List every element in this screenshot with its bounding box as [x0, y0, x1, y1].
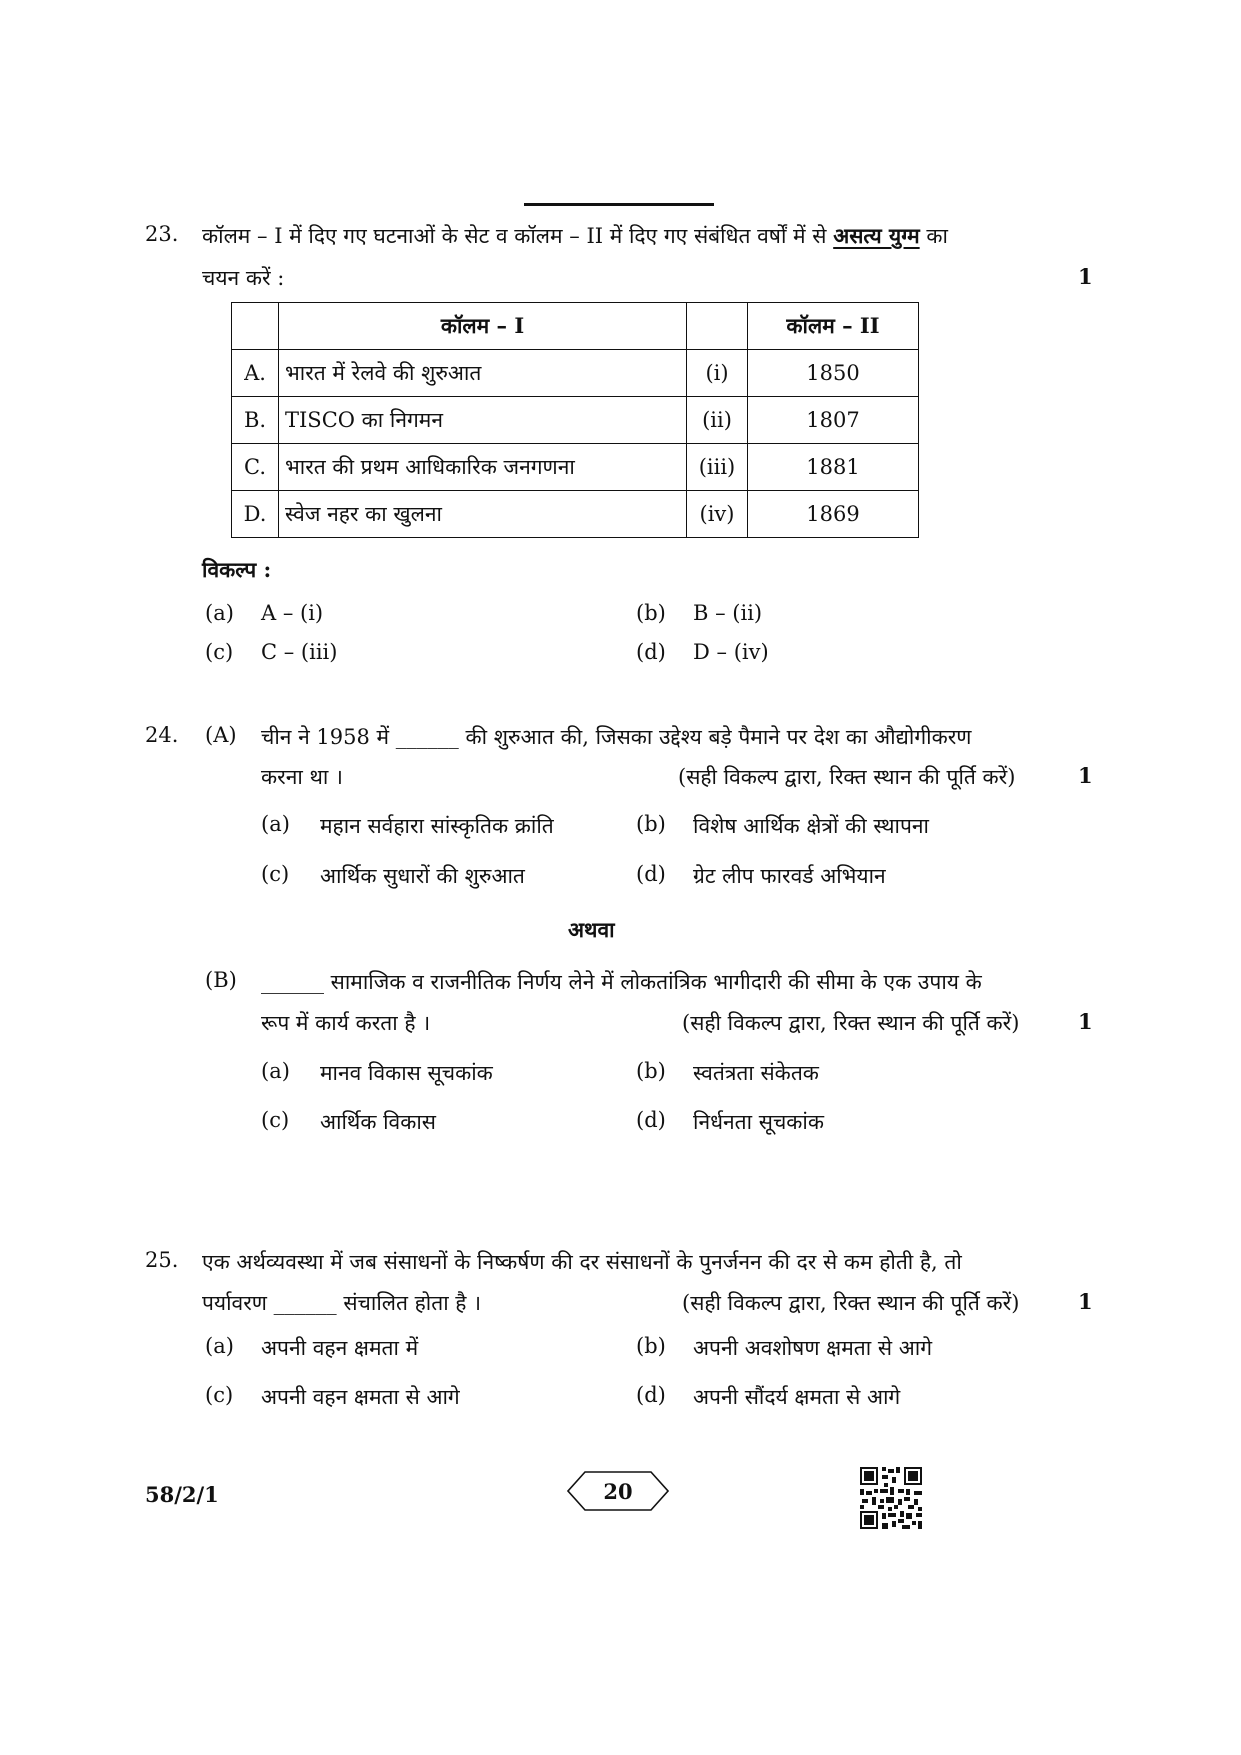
option-text: अपनी वहन क्षमता में [261, 1336, 419, 1360]
row-year: 1869 [748, 491, 919, 538]
q24-a-stem-line2: करना था । [261, 765, 343, 789]
paper-code: 58/2/1 [145, 1482, 219, 1507]
q25-marks: 1 [1078, 1289, 1093, 1314]
option-text: स्वतंत्रता संकेतक [693, 1061, 819, 1085]
option-text: निर्धनता सूचकांक [693, 1110, 824, 1134]
q23-stem-pre: कॉलम – I में दिए गए घटनाओं के सेट व कॉलम – II में दिए गए संबंधित वर्षों में से [202, 224, 827, 248]
option-label: (c) [205, 1383, 234, 1407]
row-event: स्वेज नहर का खुलना [279, 491, 687, 538]
q23-marks: 1 [1078, 264, 1093, 289]
or-separator: अथवा [568, 917, 615, 942]
q24-b-stem-line2: रूप में कार्य करता है । [261, 1011, 431, 1035]
option-label: (c) [261, 862, 290, 886]
option-text: मानव विकास सूचकांक [320, 1061, 493, 1085]
q24-number: 24. [145, 723, 179, 747]
q23-stem-line2: चयन करें : [202, 266, 285, 290]
q23-options-heading: विकल्प : [202, 557, 272, 582]
table-header-blank [232, 303, 279, 350]
q24-b-stem-line1: ______ सामाजिक व राजनीतिक निर्णय लेने में लोकतांत्रिक भागीदारी की सीमा के एक उपाय के [261, 970, 982, 994]
q24-part-b-label: (B) [205, 968, 237, 992]
q23-stem-emphasis: असत्य युग्म [833, 223, 920, 248]
table-row [232, 444, 919, 491]
row-roman: (ii) [687, 397, 748, 444]
option-text: अपनी अवशोषण क्षमता से आगे [693, 1336, 933, 1360]
option-text: D – (iv) [693, 640, 769, 664]
q25-stem-line1: एक अर्थव्यवस्था में जब संसाधनों के निष्कर्षण की दर संसाधनों के पुनर्जनन की दर से कम होती है, तो [202, 1250, 962, 1274]
row-letter: C. [232, 444, 279, 491]
option-label: (a) [205, 1334, 234, 1358]
row-roman: (iv) [687, 491, 748, 538]
row-letter: A. [232, 350, 279, 397]
option-label: (a) [205, 601, 234, 625]
q24-part-a-label: (A) [205, 723, 237, 747]
q25-number: 25. [145, 1248, 179, 1272]
option-text: अपनी वहन क्षमता से आगे [261, 1385, 460, 1409]
table-row [232, 491, 919, 538]
option-text: आर्थिक सुधारों की शुरुआत [320, 864, 525, 888]
option-text: विशेष आर्थिक क्षेत्रों की स्थापना [693, 814, 929, 838]
q23-stem-line1 [202, 222, 948, 250]
table-header-row [232, 303, 919, 350]
row-year: 1881 [748, 444, 919, 491]
table-header-col2: कॉलम – II [748, 303, 919, 350]
page-number: 20 [603, 1479, 633, 1504]
row-event: भारत की प्रथम आधिकारिक जनगणना [279, 444, 687, 491]
option-label: (c) [205, 640, 234, 664]
row-letter: B. [232, 397, 279, 444]
q24-a-instruction: (सही विकल्प द्वारा, रिक्त स्थान की पूर्ति करें) [678, 765, 1016, 789]
section-divider [524, 203, 714, 206]
option-label: (d) [636, 1383, 666, 1407]
q23-stem-post: का [926, 224, 948, 248]
option-text: ग्रेट लीप फारवर्ड अभियान [693, 864, 886, 888]
option-text: आर्थिक विकास [320, 1110, 437, 1134]
row-event: भारत में रेलवे की शुरुआत [279, 350, 687, 397]
option-label: (b) [636, 1334, 666, 1358]
row-year: 1850 [748, 350, 919, 397]
option-label: (a) [261, 1059, 290, 1083]
q25-stem-line2: पर्यावरण ______ संचालित होता है । [202, 1291, 482, 1315]
table-row [232, 350, 919, 397]
q24-a-stem-line1: चीन ने 1958 में ______ की शुरुआत की, जिसका उद्देश्य बड़े पैमाने पर देश का औद्योगीकरण [261, 725, 972, 749]
option-text: A – (i) [261, 601, 324, 625]
row-letter: D. [232, 491, 279, 538]
q24-a-marks: 1 [1078, 763, 1093, 788]
table-row [232, 397, 919, 444]
row-event: TISCO का निगमन [279, 397, 687, 444]
option-text: महान सर्वहारा सांस्कृतिक क्रांति [320, 814, 554, 838]
option-label: (c) [261, 1108, 290, 1132]
option-text: अपनी सौंदर्य क्षमता से आगे [693, 1385, 901, 1409]
option-text: C – (iii) [261, 640, 338, 664]
option-label: (b) [636, 601, 666, 625]
option-label: (b) [636, 812, 666, 836]
option-label: (a) [261, 812, 290, 836]
option-label: (b) [636, 1059, 666, 1083]
row-roman: (i) [687, 350, 748, 397]
option-label: (d) [636, 862, 666, 886]
option-label: (d) [636, 1108, 666, 1132]
table-header-blank [687, 303, 748, 350]
row-roman: (iii) [687, 444, 748, 491]
qr-code-icon [860, 1467, 922, 1529]
q24-b-marks: 1 [1078, 1009, 1093, 1034]
q24-b-instruction: (सही विकल्प द्वारा, रिक्त स्थान की पूर्ति करें) [682, 1011, 1020, 1035]
table-header-col1: कॉलम – I [279, 303, 687, 350]
q23-number: 23. [145, 222, 179, 246]
row-year: 1807 [748, 397, 919, 444]
q25-instruction: (सही विकल्प द्वारा, रिक्त स्थान की पूर्ति करें) [682, 1291, 1020, 1315]
option-label: (d) [636, 640, 666, 664]
q23-match-table [231, 302, 919, 538]
page-number-badge [567, 1471, 669, 1511]
option-text: B – (ii) [693, 601, 763, 625]
